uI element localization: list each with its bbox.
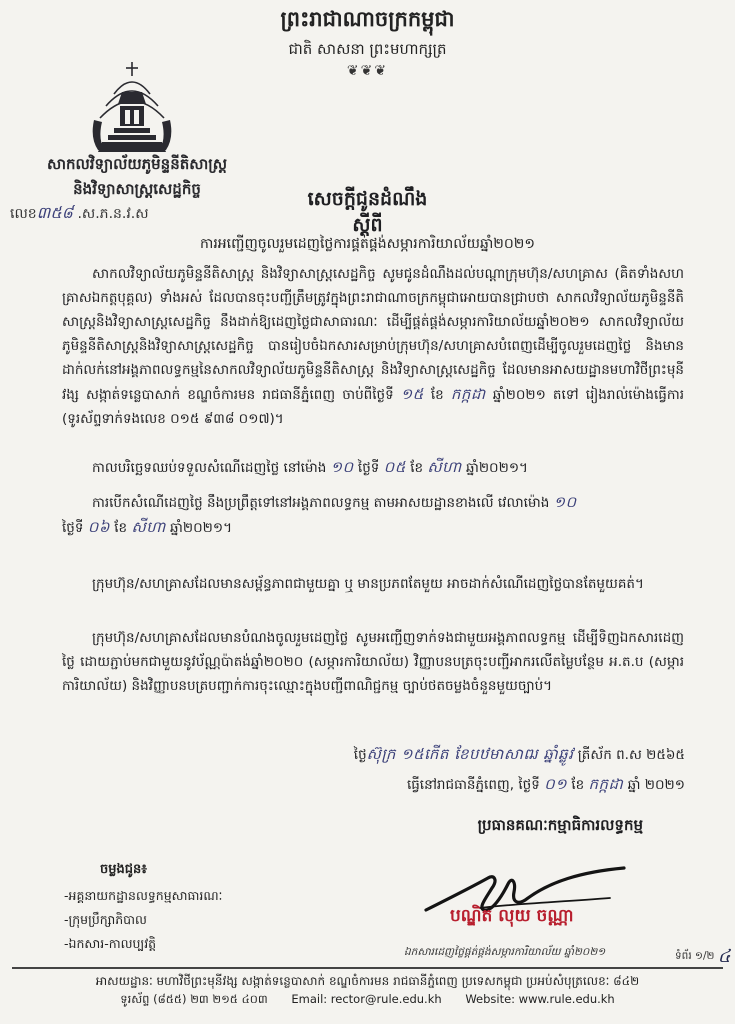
document-ref-footnote: ឯកសារដេញថ្លៃផ្គត់ផ្គង់សម្ភារការិយាល័យ ឆ្នាំ២០២១: [404, 946, 606, 958]
p1-month-handwritten: កក្កដា: [450, 385, 486, 403]
p2-c: ខែ: [405, 460, 424, 476]
p3-b: ថ្ងៃទី: [62, 520, 84, 536]
p3-d: ឆ្នាំ២០២១។: [165, 520, 233, 536]
p2-d: ឆ្នាំ២០២១។: [461, 460, 528, 476]
p2-b: ថ្ងៃទី: [353, 460, 380, 476]
cc-heading: ចម្លងជូន៖: [100, 862, 147, 877]
national-motto: ជាតិ សាសនា ព្រះមហាក្សត្រ: [288, 40, 447, 58]
institution-name-line2: និងវិទ្យាសាស្ត្រសេដ្ឋកិច្ច: [73, 180, 201, 198]
lunar-prefix: ថ្ងៃ: [353, 747, 367, 763]
signatory-title: ប្រធានគណៈកម្មាធិការលទ្ធកម្ម: [477, 816, 643, 834]
p3-day-handwritten: ០៦: [87, 518, 110, 536]
p1-day-handwritten: ១៥: [400, 385, 424, 403]
ref-suffix: .ស.ភ.ន.វ.ស: [73, 206, 149, 222]
solar-a: ធ្វើនៅរាជធានីភ្នំពេញ, ថ្ងៃទី: [406, 777, 540, 793]
footer-contacts: [0, 992, 735, 1009]
p2-day-handwritten: ០៥: [383, 458, 406, 476]
signatory-name: បណ្ឌិត លុយ ចណ្ណា: [450, 906, 574, 926]
lunar-date-line: [354, 745, 685, 767]
solar-b: ខែ: [567, 777, 585, 793]
notice-title-main: សេចក្តីជូនដំណឹង: [307, 188, 428, 210]
solar-day-handwritten: ០១: [544, 775, 568, 793]
kingdom-name: ព្រះរាជាណាចក្រកម្ពុជា: [280, 6, 455, 31]
paragraph-opening: [62, 490, 684, 540]
p2-a: កាលបរិច្ឆេទឈប់ទទួលសំណើដេញថ្លៃ នៅម៉ោង: [92, 460, 327, 476]
page-label: ទំព័រ ១/២: [675, 950, 715, 962]
ref-number-handwritten: ៣៥៨: [36, 203, 73, 222]
p1-tail: ឆ្នាំ២០២១ តទៅ រៀងរាល់ម៉ោងធ្វើការ (ទូរស័ព្ទទាក់ទងលេខ ០១៥ ៩៣៨ ០១៧)។: [62, 387, 684, 427]
paragraph-deadline: [62, 455, 684, 480]
p2-month-handwritten: សីហា: [427, 458, 462, 476]
solar-c: ឆ្នាំ ២០២១: [623, 777, 685, 793]
footer-website[interactable]: Website: www.rule.edu.kh: [465, 992, 615, 1006]
footer-divider: [12, 967, 723, 969]
lunar-suffix: ត្រីស័ក ព.ស ២៥៦៥: [573, 747, 685, 763]
p3-a: ការបើកសំណើដេញថ្លៃ នឹងប្រព្រឹត្តទៅនៅអង្គភាពលទ្ធកម្ម តាមអាសយដ្ឋានខាងលើ វេលាម៉ោង: [92, 495, 550, 511]
footer-email[interactable]: Email: rector@rule.edu.kh: [291, 992, 442, 1006]
p1-month-prefix: ខែ: [423, 387, 444, 403]
footer-address: អាសយដ្ឋានៈ មហាវិថីព្រះមុនីវង្ស សង្កាត់ទន្លេបាសាក់ ខណ្ឌចំការមន រាជធានីភ្នំពេញ ប្រទេសកម្ពុជា ប្រអប់សំបុត្រលេខៈ ៨៤២: [95, 974, 640, 988]
ref-prefix: លេខ: [10, 206, 37, 222]
p3-month-handwritten: សីហា: [131, 518, 166, 536]
notice-subject: ការអញ្ជើញចូលរួមដេញថ្លៃការផ្គត់ផ្គង់សម្ភារការិយាល័យឆ្នាំ២០២១: [200, 236, 535, 252]
paragraph-requirements: ក្រុមហ៊ុន/សហគ្រាសដែលមានបំណងចូលរួមដេញថ្លៃ សូមអញ្ជើញទាក់ទងជាមួយអង្គភាពលទ្ធកម្ម ដើម្បីទិញឯកសារដេញថ្លៃ ដោយភ្ជាប់មកជាមួយនូវប័ណ្ណប៉ាតង់ឆ្នាំ២០២០ (សម្ភារការិយាល័យ) វិញ្ញាបនបត្រចុះបញ្ជីអាករលើតម្លៃបន្ថែម អ.ត.ប (សម្ភារការិយាល័យ) និងវិញ្ញាបនបត្របញ្ជាក់ការចុះឈ្មោះក្នុងបញ្ជីពាណិជ្ជកម្ម ច្បាប់ថតចម្លងចំនួនមួយច្បាប់។: [62, 630, 684, 694]
solar-month-handwritten: កក្កដា: [588, 775, 624, 793]
notice-title-about: ស្តីពី: [352, 214, 383, 236]
notice-title: [0, 186, 735, 238]
cc-item: -ឯកសារ-កាលប្បវត្តិ: [64, 936, 157, 951]
p2-hour-handwritten: ១០: [330, 458, 354, 476]
p3-hour-handwritten: ១០: [553, 493, 577, 511]
p3-c: ខែ: [109, 520, 128, 536]
university-logo: [84, 58, 180, 156]
p1-text: សាកលវិទ្យាល័យភូមិន្ទនីតិសាស្ត្រ និងវិទ្យាសាស្ត្រសេដ្ឋកិច្ច សូមជូនដំណឹងដល់បណ្តាក្រុមហ៊ុន/សហគ្រាស (គិតទាំងសហគ្រាសឯកត្តបុគ្គល) ទាំងអស់ ដែលបានចុះបញ្ជីត្រឹមត្រូវក្នុងព្រះរាជាណាចក្រកម្ពុជាអោយបានជ្រាបថា សាកលវិទ្យាល័យភូមិន្ទនីតិសាស្ត្រនិងវិទ្យាសាស្ត្រសេដ្ឋកិច្ច នឹងដាក់ឱ្យដេញថ្លៃជាសាធារណៈ ដើម្បីផ្គត់ផ្គង់សម្ភារការិយាល័យឆ្នាំ២០២១ សាកលវិទ្យាល័យភូមិន្ទនីតិសាស្ត្រនិងវិទ្យាសាស្ត្រសេដ្ឋកិច្ច បានរៀបចំឯកសារសម្រាប់ក្រុមហ៊ុន/សហគ្រាសបំពេញដើម្បីចូលរួមដេញថ្លៃ និងមានដាក់លក់នៅអង្គភាពលទ្ធកម្មនៃសាកលវិទ្យាល័យភូមិន្ទនីតិសាស្ត្រ និងវិទ្យាសាស្ត្រសេដ្ឋកិច្ច ដែលមានអាសយដ្ឋានមហាវិថីព្រះមុនីវង្ស សង្កាត់ទន្លេបាសាក់ ខណ្ឌចំការមន រាជធានីភ្នំពេញ ចាប់ពីថ្ងៃទី: [62, 266, 684, 403]
footer-phone: ទូរស័ព្ទ (៨៥៥) ២៣ ២១៥ ៤០៣: [120, 992, 268, 1006]
cc-item: -អគ្គនាយកដ្ឋានលទ្ធកម្មសាធារណៈ: [64, 888, 223, 903]
institution-name-line1: សាកលវិទ្យាល័យភូមិន្ទនីតិសាស្ត្រ: [46, 155, 228, 173]
cc-item: -ក្រុមប្រឹក្សាភិបាល: [64, 912, 147, 927]
paragraph-announcement: [62, 262, 684, 431]
ornament-divider: ❦❦❦: [346, 63, 389, 79]
page-number-handwritten: ៤: [717, 946, 731, 967]
paragraph-single-bid: ក្រុមហ៊ុន/សហគ្រាសដែលមានសម្ព័ន្ធភាពជាមួយគ្នា ឬ មានប្រភពតែមួយ អាចដាក់សំណើដេញថ្លៃបានតែមួយគត់។: [92, 576, 644, 592]
solar-date-line: [407, 775, 685, 797]
cc-list: [64, 858, 222, 956]
lunar-date-handwritten: ស៊ុក្រ ១៥កើត ខែបឋមាសាឍ ឆ្នាំឆ្លូវ: [366, 745, 574, 763]
